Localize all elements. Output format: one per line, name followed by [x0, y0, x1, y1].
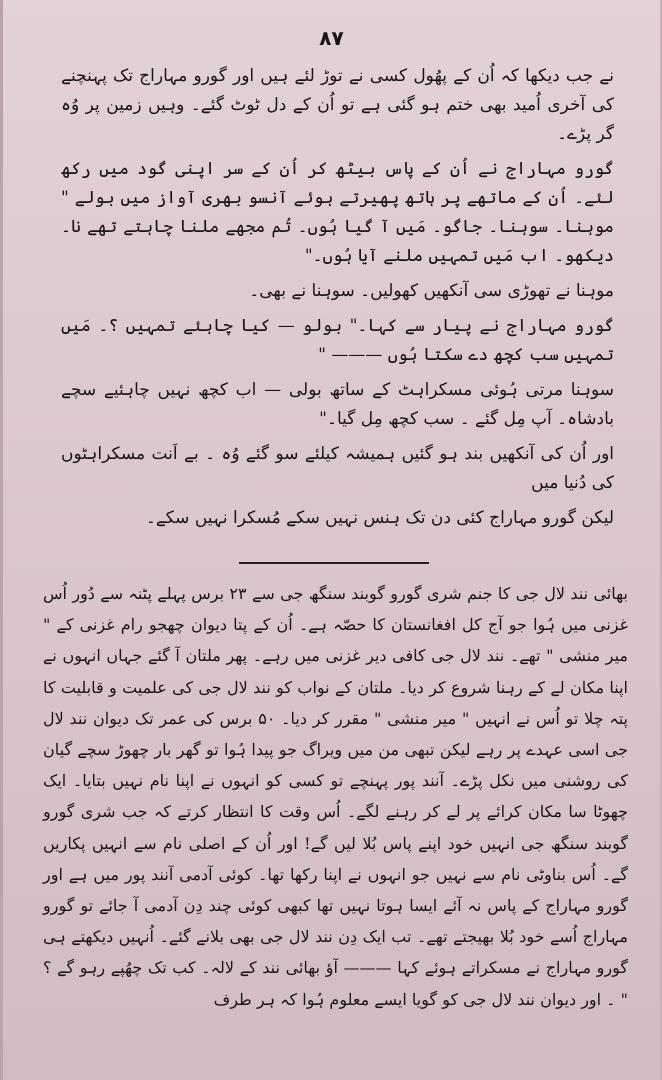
story-paragraph: لیکن گورو مہاراج کئی دن تک ہنس نہیں سکے مُسکرا نہیں سکے۔: [145, 508, 614, 528]
biography-paragraph: بھائی نند لال جی کا جنم شری گورو گوبند سنگھ جی سے ۲۳ برس پہلے پٹنہ سے دُور اُس غزنی میں ہُوا جو آج کل افغانستان کا حصّہ ہے۔ اُن کے پتا دیوان چھجو رام غزنی کے " میر منشی " تھے۔ نند لال جی کافی دیر غزنی میں رہے۔ پھر ملتان آ گئے جہاں انہوں نے اپنا مکان لے کے رہنا شروع کر دیا۔ ملتان کے نواب کو نند لال جی کی علمیت و قابلیت کا پتہ چلا تو اُس نے انہیں " میر منشی " مقرر کر دیا۔ ۵۰ برس کی عمر تک دیوان نند لال جی اسی عہدے پر رہے لیکن تبھی من میں ویراگ جو پیدا ہُوا تو گھر بار چھوڑ سچے گیان کی روشنی میں نکل پڑے۔ آنند پور پہنچے تو کسی کو انہوں نے اپنا نام نہیں بتایا۔ ایک چھوٹا سا مکان کرائے پر لے کر رہنے لگے۔ اُس وقت کا انتظار کرتے کہ جب شری گورو گوبند سنگھ جی انہیں خود اپنے پاس بُلا لیں گے! اور اُن کے اصلی نام سے انہیں پکاریں گے۔ اُس بناوٹی نام سے نہیں جو انہوں نے اپنا رکھا تھا۔ کوئی آدمی آنند پور میں ہے اور گورو مہاراج کے پاس نہ آئے ایسا ہوتا نہیں تھا کبھی کوئی چند دِن آدمی آ جائے تو گورو مہاراج اُسے خود بُلا بھیجتے تھے۔ تب ایک دِن نند لال جی بھی بلانے گئے۔ اُنہیں دیکھتے ہی گورو مہاراج نے مسکراتے ہوئے کہا ——— آؤ بھائی نند کے لالہ۔ کب تک چھُپے رہو گے ؟ " ۔ اور دیوان نند لال جی کو گویا ایسے معلوم ہُوا کہ ہر طرف: [43, 584, 629, 1009]
story-paragraph: گورو مہاراج نے اُن کے پاس بیٹھ کر اُن کے سر اپنی گود میں رکھ لئے۔ اُن کے ماتھے پر ہاتھ پھیرتے ہوئے آنسو بھری آواز میں بولے " موہنا۔ سوہنا۔ جاگو۔ مَیں آ گیا ہُوں۔ تُم مجھے ملنا چاہتے تھے نا۔ دیکھو۔ اب مَیں تمہیں ملنے آیا ہُوں۔": [61, 159, 614, 266]
section-divider: [239, 562, 429, 564]
story-paragraph: سوہنا مرتی ہُوئی مسکراہٹ کے ساتھ بولی — اب کچھ نہیں چاہئیے سچے بادشاہ۔ آپ مِل گئے ۔ سب کچھ مِل گیا۔": [61, 380, 614, 429]
story-paragraph: نے جب دیکھا کہ اُن کے پھُول کسی نے توڑ لئے ہیں اور گورو مہاراج تک پہنچنے کی آخری اُمید بھی ختم ہو گئی ہے تو اُن کے دل ٹوٹ گئے۔ وہیں زمین پر وُہ گر پڑے۔: [61, 66, 614, 144]
page-number: ۸۷: [319, 26, 344, 50]
story-paragraph: گورو مہاراج نے پیار سے کہا۔" بولو — کیا چاہئے تمہیں ؟۔ مَیں تمہیں سب کچھ دے سکتا ہُوں ——— ": [61, 316, 614, 365]
story-paragraph: موہنا نے تھوڑی سی آنکھیں کھولیں۔ سوہنا نے بھی۔: [249, 281, 614, 301]
biography-section: [43, 578, 628, 1015]
story-section: [61, 62, 614, 539]
story-paragraph: اور اُن کی آنکھیں بند ہو گئیں ہمیشہ کیلئے سو گئے وُہ ۔ بے اَنت مسکراہٹوں کی دُنیا میں: [61, 444, 614, 493]
